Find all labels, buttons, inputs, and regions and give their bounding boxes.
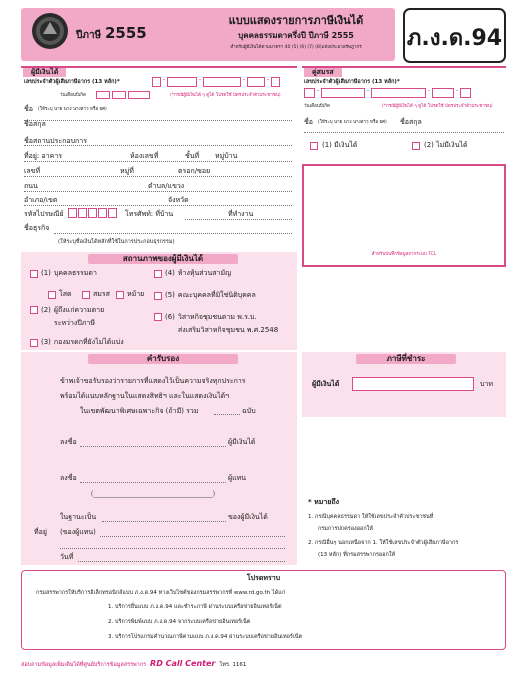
tax-due-baht: บาท (480, 380, 493, 388)
certify-line3-unit: ฉบับ (242, 407, 256, 415)
status-opt4[interactable]: (4) ห้างหุ้นส่วนสามัญ (154, 269, 231, 278)
widowed-checkbox[interactable] (116, 291, 124, 299)
notice-title: โปรดทราบ (246, 574, 281, 582)
status-opt3-label: กองมรดกที่ยังไม่ได้แบ่ง (53, 338, 124, 346)
status-opt3-checkbox[interactable] (30, 339, 38, 347)
certify-line3: ในเขตพัฒนาพิเศษเฉพาะกิจ (ถ้ามี) รวม (80, 407, 199, 415)
postcode-field[interactable] (68, 208, 117, 218)
form-note: สำหรับผู้มีเงินได้ตามมาตรา 40 (5) (6) (7) (8)แห่งประมวลรัษฎากร (230, 45, 362, 50)
tax-due-payer: ผู้มีเงินได้ (312, 380, 340, 388)
address-district: อำเภอ/เขต (24, 196, 58, 204)
status-opt1[interactable]: (1) บุคคลธรรมดา (30, 269, 97, 278)
status-opt1-label: บุคคลธรรมดา (53, 269, 97, 277)
spouse-dob-note: (*กรณีผู้มีเงินได้ ๆ ดูได้ โปรดใช้ บัตรประจำตัวประชาชน) (382, 104, 493, 109)
rep-address-field-2[interactable] (60, 548, 285, 549)
status-married[interactable]: สมรส (82, 290, 110, 299)
tcl-note: สำหรับบันทึกข้อมูลจากระบบ TCL (371, 252, 437, 257)
attachment-count-field[interactable] (214, 414, 240, 415)
date-field[interactable] (78, 561, 285, 562)
footer-phone: โทร. 1161 (219, 662, 247, 668)
address-line3-field[interactable] (24, 191, 292, 192)
status-opt6-label-a: วิสาหกิจชุมชนตาม พ.ร.บ. (177, 313, 257, 321)
spouse-no-income-checkbox[interactable] (412, 142, 420, 150)
business-name-field[interactable] (54, 233, 292, 234)
dob-note: (*กรณีผู้มีเงินได้ ๆ ดูได้ โปรดใช้ บัตรประจำตัวประชาชน) (170, 93, 281, 98)
sign2-field[interactable] (80, 482, 226, 483)
capacity-field[interactable] (102, 521, 226, 522)
sign1-role: ผู้มีเงินได้ (228, 438, 256, 446)
address-province: จังหวัด (168, 196, 189, 204)
address-no: เลขที่ (24, 167, 41, 175)
status-opt2-label-a: ผู้ถึงแก่ความตาย (53, 306, 105, 314)
spouse-tin-field[interactable]: - - - - (304, 88, 504, 99)
dob-label: วันเดือนปีเกิด (60, 93, 86, 98)
status-opt2-label-b: ระหว่างปีภาษี (53, 319, 95, 327)
spouse-name-label: ชื่อ (304, 118, 313, 126)
tin-label: เลขประจำตัวผู้เสียภาษีอากร (13 หลัก)* (24, 79, 120, 85)
address-line4-field[interactable] (24, 205, 292, 206)
tax-due-title: ภาษีที่ชำระ (356, 354, 456, 364)
sign1-label: ลงชื่อ (60, 438, 77, 446)
status-widowed[interactable]: หม้าย (116, 290, 144, 299)
status-opt5[interactable]: (5) คณะบุคคลที่มิใช่นิติบุคคล (154, 291, 256, 300)
remark1-b: กรมการปกครองออกให้ (318, 526, 373, 532)
status-opt1-checkbox[interactable] (30, 270, 38, 278)
spouse-has-income[interactable] (310, 141, 357, 150)
form-code: ภ.ง.ด.94 (406, 26, 503, 51)
capacity-role: ของผู้มีเงินได้ (228, 513, 268, 521)
notice-item3: 3. บริการโปรแกรมคำนวณภาษีตามแบบ ภ.ง.ด.94 ผ่านระบบเครือข่ายอินเทอร์เน็ต (108, 634, 303, 640)
address-road: ถนน (24, 182, 38, 190)
spouse-name-note: (ให้ระบุ นาย นาง นางสาว หรือ ยศ) (318, 120, 387, 125)
business-name-label: ชื่อธุรกิจ (24, 224, 50, 232)
tin-field[interactable]: - - - - (152, 77, 292, 88)
remark2-b: (13 หลัก) ที่กรมสรรพากรออกให้ (318, 552, 396, 558)
form-title: แบบแสดงรายการภาษีเงินได้ (228, 14, 364, 27)
sign2-label: ลงชื่อ (60, 474, 77, 482)
certify-title: คำรับรอง (88, 354, 238, 364)
date-label: วันที่ (60, 553, 74, 561)
name-field[interactable] (24, 120, 292, 121)
spouse-no-income-label: (2) ไม่มีเงินได้ (424, 141, 468, 149)
footer-text: สอบถามข้อมูลเพิ่มเติมได้ที่ศูนย์บริการข้อมูลสรรพากร (21, 662, 147, 668)
business-note: (ให้ระบุชื่อเงินได้หลักที่ใช้ในการประกอบธุรกรรม) (58, 239, 175, 245)
spouse-tag: คู่สมรส (304, 68, 342, 77)
phone-label: โทรศัพท์: ที่บ้าน (125, 210, 174, 218)
sign1-field[interactable] (80, 446, 226, 447)
status-title: สถานภาพของผู้มีเงินได้ (88, 254, 238, 264)
rep-address-label: ที่อยู่ (34, 528, 47, 536)
tax-year (76, 24, 147, 43)
certify-line1: ข้าพเจ้าขอรับรองว่ารายการที่แสดงไว้เป็นความจริงทุกประการ (60, 377, 246, 385)
status-opt6[interactable]: (6) วิสาหกิจชุมชนตาม พ.ร.บ. ส่งเสริมวิสาหกิจชุมชน พ.ศ.2548 (154, 313, 278, 335)
spouse-has-income-label: (1) มีเงินได้ (322, 141, 358, 149)
status-opt3[interactable]: (3) กองมรดกที่ยังไม่ได้แบ่ง (30, 338, 124, 347)
address-line2-field[interactable] (24, 176, 292, 177)
status-opt5-label: คณะบุคคลที่มิใช่นิติบุคคล (177, 291, 256, 299)
surname-label: ชื่อสกุล (24, 120, 46, 128)
phone-field[interactable] (185, 219, 292, 220)
address-moo: หมู่ที่ (120, 167, 134, 175)
address-subdistrict: ตำบล/แขวง (148, 182, 185, 190)
spouse-name-field[interactable] (304, 132, 504, 133)
spouse-surname-label: ชื่อสกุล (400, 118, 422, 126)
tax-year-label: ปีภาษี (76, 30, 102, 41)
capacity-label: ในฐานะเป็น (60, 513, 97, 521)
tax-year-value: 2555 (105, 24, 147, 42)
sign2-role: ผู้แทน (228, 474, 247, 482)
single-checkbox[interactable] (48, 291, 56, 299)
form-subtitle: บุคคลธรรมดาครึ่งปี ปีภาษี 2555 (238, 31, 354, 40)
address-building: ที่อยู่: อาคาร (24, 152, 63, 160)
notice-intro: กรมสรรพากรให้บริการอิเล็กทรอนิกส์แบบ ภ.ง.ด.94 ทางเว็บไซต์ของกรมสรรพากรที่ www.rd.go.th ได้แก่ (36, 590, 286, 596)
notice-item2: 2. บริการพิมพ์แบบ ภ.ง.ด.94 จากระบบเครือข่ายอินเทอร์เน็ต (108, 619, 251, 625)
status-opt2-checkbox[interactable] (30, 306, 38, 314)
address-line1-field[interactable] (24, 161, 292, 162)
tax-due-amount-field[interactable] (352, 377, 474, 391)
address-room: ห้องเลขที่ (130, 152, 159, 160)
call-center-brand: RD Call Center (150, 659, 216, 668)
phone-work-label: ที่ทำงาน (228, 210, 254, 218)
spouse-dob-label: วันเดือนปีเกิด (304, 104, 330, 109)
dob-field[interactable] (96, 91, 156, 100)
remark1-a: 1. กรณีบุคคลธรรมดา ให้ใช้เลขประจำตัวประชาชนที่ (308, 514, 434, 520)
rep-address-note: (ของผู้แทน) (60, 528, 96, 536)
address-soi: ตรอก/ซอย (178, 167, 211, 175)
spouse-tin-label: เลขประจำตัวผู้เสียภาษีอากร (13 หลัก)* (304, 79, 400, 85)
business-place-field[interactable] (24, 145, 292, 146)
certify-line2: พร้อมได้แนบหลักฐานในแสดงสิทธิฯ และในแสดงเงินได้ฯ (60, 392, 230, 400)
revenue-seal-icon (31, 12, 69, 50)
address-village: หมู่บ้าน (215, 152, 238, 160)
footer (21, 659, 246, 669)
taxpayer-tag: ผู้มีเงินได้ (23, 68, 66, 77)
name-label: ชื่อ (24, 105, 33, 113)
sign2-printed-name-field[interactable]: (__________________________________) (90, 490, 216, 498)
remarks-title: * หมายถึง (308, 498, 340, 506)
name-note: (ให้ระบุ นาย นาง นางสาว หรือ ยศ) (38, 107, 107, 112)
status-opt2[interactable]: (2) ผู้ถึงแก่ความตาย ระหว่างปีภาษี (30, 306, 104, 328)
status-single[interactable]: โสด (48, 290, 72, 299)
spouse-no-income[interactable] (412, 141, 468, 150)
address-floor: ชั้นที่ (185, 152, 200, 160)
business-place-label: ชื่อสถานประกอบการ (24, 137, 87, 145)
rep-address-field[interactable] (100, 536, 285, 537)
postcode-label: รหัสไปรษณีย์ (24, 210, 64, 218)
notice-item1: 1. บริการยื่นแบบ ภ.ง.ด.94 และชำระภาษี ผ่านระบบเครือข่ายอินเทอร์เน็ต (108, 604, 282, 610)
married-checkbox[interactable] (82, 291, 90, 299)
remark2-a: 2. กรณีอื่นๆ นอกเหนือจาก 1. ให้ใช้เลขประจำตัวผู้เสียภาษีอากร (308, 540, 459, 546)
status-opt6-checkbox[interactable] (154, 313, 162, 321)
spouse-has-income-checkbox[interactable] (310, 142, 318, 150)
status-opt6-label-b: ส่งเสริมวิสาหกิจชุมชน พ.ศ.2548 (177, 326, 279, 334)
status-opt5-checkbox[interactable] (154, 292, 162, 300)
status-panel (21, 252, 297, 350)
status-opt4-label: ห้างหุ้นส่วนสามัญ (177, 269, 232, 277)
status-opt4-checkbox[interactable] (154, 270, 162, 278)
